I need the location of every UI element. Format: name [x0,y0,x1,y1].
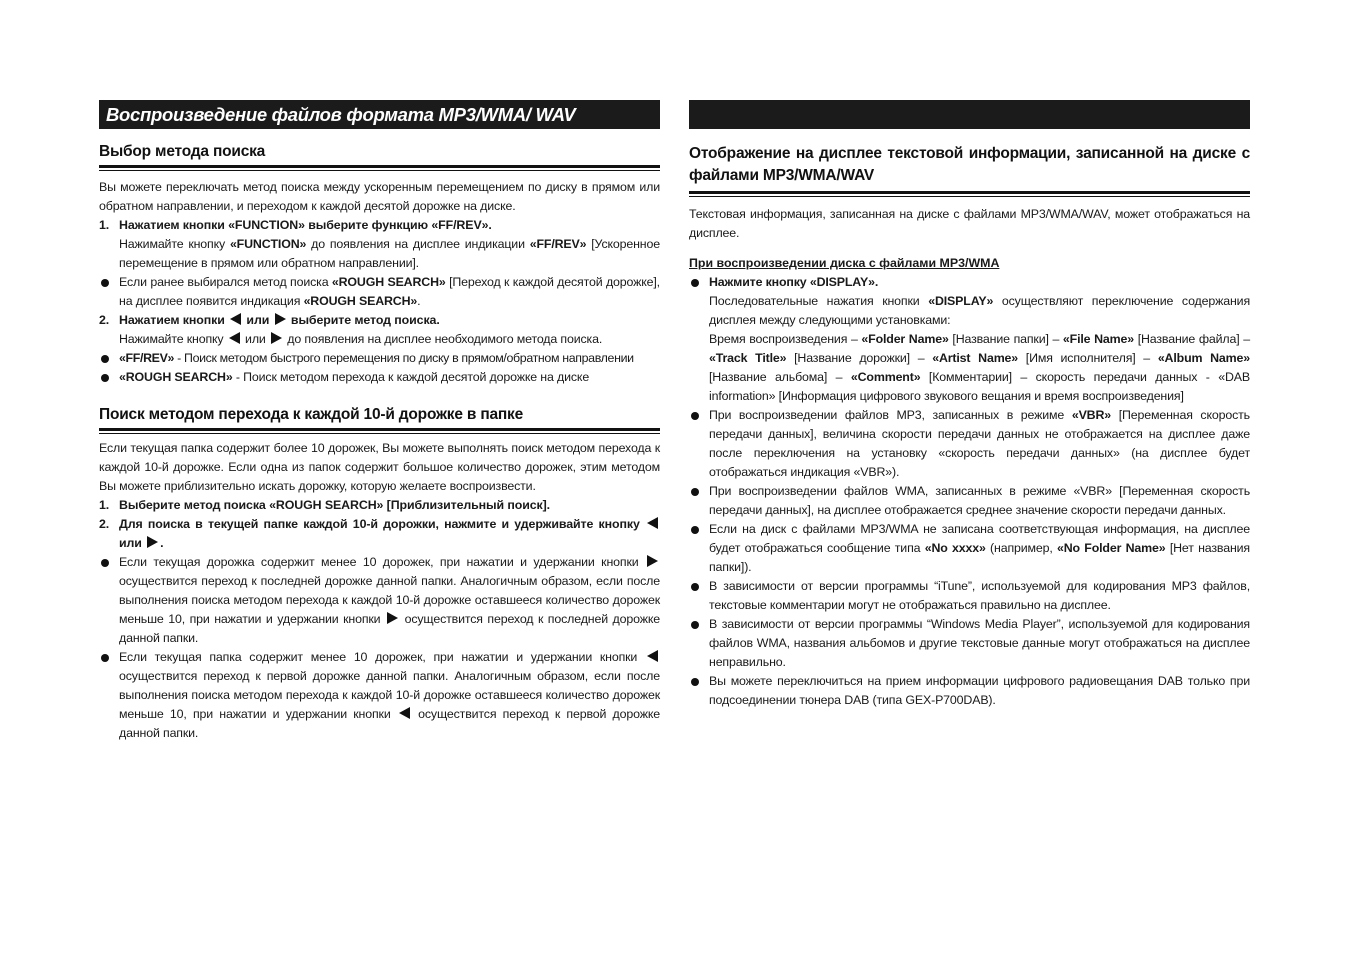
left-arrow-icon [647,650,658,662]
bullet-itunes: В зависимости от версии программы “iTune”, используемой для кодирования MP3 файлов, текстовые комментарии могут не отображаться правильно на дисплее. [689,577,1250,615]
step-1-detail: Нажимайте кнопку «FUNCTION» до появления на дисплее индикации «FF/REV» [Ускоренное перемещение в прямом или обратном направлении]. [119,237,660,270]
display-cycle-text: Последовательные нажатия кнопки «DISPLAY» осуществляют переключение содержания дисплея между следующими установками: [709,294,1251,327]
right-arrow-icon [647,555,658,567]
bullet-icon [691,279,699,287]
text-info-intro: Текстовая информация, записанная на диске с файлами MP3/WMA/WAV, может отображаться на дисплее. [689,207,1250,240]
bullet-no-info: Если на диск с файлами MP3/WMA не записана соответствующая информация, на дисплее будет отображаться сообщение типа «No xxxx» (например, «No Folder Name» [Нет названия папки]). [689,520,1250,577]
bullet-mp3-vbr: При воспроизведении файлов MP3, записанных в режиме «VBR» [Переменная скорость передачи данных], величина скорости передачи данных не отображается на дисплее даже после переключения на установку «скорость передачи данных» (на дисплее будет отображаться индикация «VBR»). [689,406,1250,482]
mp3-wma-subheading: При воспроизведении диска с файлами MP3/WMA [689,256,1000,270]
left-arrow-icon [647,517,658,529]
rough-search-intro: Если текущая папка содержит более 10 дорожек, Вы можете выполнять поиск методом перехода к каждой 10-й дорожке. Если одна из папок содержит большое количество дорожек, этим методом Вы можете приблизительно искать дорожку, которую желаете воспроизвести. [99,441,660,493]
bullet-icon [691,488,699,496]
bullet-ff-rev: «FF/REV» - Поиск методом быстрого перемещения по диску в прямом/обратном направлении [99,349,660,368]
step-1: 1. Нажатием кнопки «FUNCTION» выберите функцию «FF/REV». [99,218,492,232]
right-arrow-icon [275,313,286,325]
bullet-first-track: Если текущая папка содержит менее 10 дорожек, при нажатии и удержании кнопки осуществится переход к первой дорожке данной папки. Аналогичным образом, если после выполнения поиска методом перехода к каждой 10-й дорожке оставшееся количество дорожек меньше 10, при нажатии и удержании кнопки осуществится переход к первой дорожке данной папки. [99,648,660,743]
display-cycle-sequence: Время воспроизведения – «Folder Name» [Название папки] – «File Name» [Название файла] – «Track Title» [Название дорожки] – «Artist Name» [Имя исполнителя] – «Album Name» [Название альбома] – «Comment» [Комментарии] – скорость передачи данных - «DAB information» [Информация цифрового звукового вещания и время воспроизведения] [709,332,1250,403]
heading-rule [99,165,660,171]
search-method-heading: Выбор метода поиска [99,143,266,160]
section-banner-blank [689,100,1250,129]
left-arrow-icon [399,707,410,719]
step-1: 1. Выберите метод поиска «ROUGH SEARCH» [Приблизительный поиск]. [99,498,551,512]
bullet-icon [101,355,109,363]
left-arrow-icon [230,313,241,325]
bullet-dab: Вы можете переключиться на прием информации цифрового радиовещания DAB только при подсоединении тюнера DAB (типа GEX-P700DAB). [689,672,1250,710]
bullet-press-display: Нажмите кнопку «DISPLAY». [689,273,1250,292]
search-method-intro: Вы можете переключать метод поиска между ускоренным перемещением по диску в прямом или обратном направлении, и переходом к каждой десятой дорожке на диске. [99,180,660,213]
bullet-last-track: Если текущая дорожка содержит менее 10 дорожек, при нажатии и удержании кнопки осуществится переход к последней дорожке данной папки. Аналогичным образом, если после выполнения поиска методом перехода к каждой 10-й дорожке оставшееся количество дорожек меньше 10, при нажатии и удержании кнопки осуществится переход к последней дорожке данной папки. [99,553,660,648]
right-arrow-icon [271,332,282,344]
bullet-icon [691,412,699,420]
bullet-icon [691,621,699,629]
bullet-icon [101,559,109,567]
bullet-wmp: В зависимости от версии программы “Windows Media Player”, используемой для кодирования файлов WMA, названия альбомов и другие текстовые данные могут отображаться на дисплее неправильно. [689,615,1250,672]
bullet-rough-search: «ROUGH SEARCH» - Поиск методом перехода к каждой десятой дорожке на диске [99,368,660,387]
bullet-icon [101,374,109,382]
right-arrow-icon [387,612,398,624]
rough-search-heading: Поиск методом перехода к каждой 10-й дорожке в папке [99,406,524,423]
bullet-icon [691,583,699,591]
right-arrow-icon [147,536,158,548]
left-column [99,100,660,743]
step-2: 2. Нажатием кнопки или выберите метод поиска. [99,313,440,327]
text-info-heading: Отображение на дисплее текстовой информации, записанной на диске с файлами MP3/WMA/WAV [689,145,1250,184]
bullet-icon [101,654,109,662]
step-2: 2. Для поиска в текущей папке каждой 10-й дорожки, нажмите и удерживайте кнопку или . [99,515,660,553]
bullet-wma-vbr: При воспроизведении файлов WMA, записанных в режиме «VBR» [Переменная скорость передачи данных], на дисплее отображается среднее значение скорости передачи данных. [689,482,1250,520]
section-banner: Воспроизведение файлов формата MP3/WMA/ WAV [99,100,660,129]
left-arrow-icon [229,332,240,344]
bullet-icon [691,526,699,534]
right-column [689,100,1250,710]
step-2-detail: Нажимайте кнопку или до появления на дисплее необходимого метода поиска. [119,332,603,346]
bullet-rough-search-note: Если ранее выбирался метод поиска «ROUGH SEARCH» [Переход к каждой десятой дорожке], на дисплее появится индикация «ROUGH SEARCH». [99,273,660,311]
bullet-icon [691,678,699,686]
heading-rule [99,428,660,434]
bullet-icon [101,279,109,287]
heading-rule [689,191,1250,197]
